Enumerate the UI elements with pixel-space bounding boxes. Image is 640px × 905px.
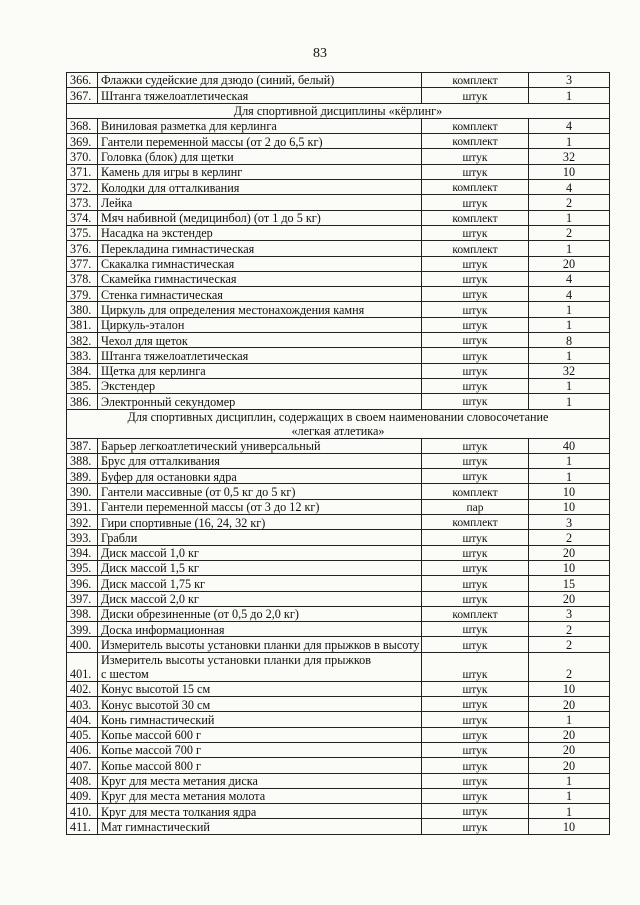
item-name: Стенка гимнастическая bbox=[98, 287, 422, 302]
item-name: Гири спортивные (16, 24, 32 кг) bbox=[98, 515, 422, 530]
table-row bbox=[67, 164, 610, 179]
item-name: Конус высотой 30 см bbox=[98, 697, 422, 712]
row-number: 385. bbox=[67, 378, 98, 393]
item-name: Гантели переменной массы (от 3 до 12 кг) bbox=[98, 499, 422, 514]
unit-of-measure: комплект bbox=[422, 606, 529, 621]
item-name: Циркуль для определения местонахождения камня bbox=[98, 302, 422, 317]
row-number: 367. bbox=[67, 88, 98, 103]
unit-of-measure: штук bbox=[422, 317, 529, 332]
table-row bbox=[67, 180, 610, 195]
unit-of-measure: штук bbox=[422, 576, 529, 591]
item-name: Круг для места толкания ядра bbox=[98, 804, 422, 819]
row-number: 409. bbox=[67, 788, 98, 803]
table-row bbox=[67, 287, 610, 302]
section-title bbox=[67, 409, 610, 438]
table-row bbox=[67, 606, 610, 621]
row-number: 398. bbox=[67, 606, 98, 621]
quantity: 1 bbox=[529, 788, 610, 803]
row-number: 389. bbox=[67, 469, 98, 484]
row-number: 388. bbox=[67, 453, 98, 468]
item-name: Брус для отталкивания bbox=[98, 453, 422, 468]
item-name: Электронный секундомер bbox=[98, 394, 422, 409]
quantity: 20 bbox=[529, 545, 610, 560]
item-name: Гантели массивные (от 0,5 кг до 5 кг) bbox=[98, 484, 422, 499]
item-name: Флажки судейские для дзюдо (синий, белый) bbox=[98, 73, 422, 88]
row-number: 370. bbox=[67, 149, 98, 164]
row-number: 378. bbox=[67, 271, 98, 286]
unit-of-measure: штук bbox=[422, 560, 529, 575]
unit-of-measure: штук bbox=[422, 788, 529, 803]
item-name: Виниловая разметка для керлинга bbox=[98, 118, 422, 133]
table-row bbox=[67, 317, 610, 332]
unit-of-measure: комплект bbox=[422, 210, 529, 225]
quantity: 32 bbox=[529, 363, 610, 378]
row-number: 366. bbox=[67, 73, 98, 88]
row-number: 406. bbox=[67, 743, 98, 758]
unit-of-measure: штук bbox=[422, 149, 529, 164]
unit-of-measure: штук bbox=[422, 378, 529, 393]
item-name: Колодки для отталкивания bbox=[98, 180, 422, 195]
table-row bbox=[67, 681, 610, 696]
table-row bbox=[67, 515, 610, 530]
item-name: Штанга тяжелоатлетическая bbox=[98, 348, 422, 363]
item-name: Мат гимнастический bbox=[98, 819, 422, 834]
quantity: 40 bbox=[529, 438, 610, 453]
item-name: Насадка на экстендер bbox=[98, 225, 422, 240]
unit-of-measure: комплект bbox=[422, 180, 529, 195]
row-number: 387. bbox=[67, 438, 98, 453]
quantity: 2 bbox=[529, 195, 610, 210]
table-row bbox=[67, 499, 610, 514]
row-number: 410. bbox=[67, 804, 98, 819]
section-title-line: Для спортивных дисциплин, содержащих в своем наименовании словосочетание bbox=[127, 409, 549, 424]
table-row bbox=[67, 88, 610, 103]
unit-of-measure: штук bbox=[422, 758, 529, 773]
quantity: 20 bbox=[529, 591, 610, 606]
unit-of-measure: штук bbox=[422, 697, 529, 712]
page-number: 83 bbox=[313, 46, 327, 61]
section-title-line: «легкая атлетика» bbox=[291, 423, 385, 438]
row-number: 402. bbox=[67, 681, 98, 696]
item-name: Конус высотой 15 см bbox=[98, 681, 422, 696]
unit-of-measure: штук bbox=[422, 88, 529, 103]
item-name: Барьер легкоатлетический универсальный bbox=[98, 438, 422, 453]
unit-of-measure: штук bbox=[422, 287, 529, 302]
row-number: 374. bbox=[67, 210, 98, 225]
quantity: 20 bbox=[529, 743, 610, 758]
quantity: 1 bbox=[529, 469, 610, 484]
item-name: Чехол для щеток bbox=[98, 333, 422, 348]
row-number: 382. bbox=[67, 333, 98, 348]
row-number: 404. bbox=[67, 712, 98, 727]
item-name: Диск массой 1,75 кг bbox=[98, 576, 422, 591]
unit-of-measure: штук bbox=[422, 333, 529, 348]
quantity: 4 bbox=[529, 118, 610, 133]
table-row bbox=[67, 484, 610, 499]
table-row bbox=[67, 819, 610, 834]
table-row bbox=[67, 195, 610, 210]
section-title: Для спортивной дисциплины «кёрлинг» bbox=[67, 103, 610, 118]
table-row bbox=[67, 530, 610, 545]
unit-of-measure: штук bbox=[422, 348, 529, 363]
unit-of-measure: штук bbox=[422, 622, 529, 637]
quantity: 1 bbox=[529, 302, 610, 317]
quantity: 1 bbox=[529, 348, 610, 363]
unit-of-measure: пар bbox=[422, 499, 529, 514]
row-number: 377. bbox=[67, 256, 98, 271]
quantity: 1 bbox=[529, 804, 610, 819]
quantity: 10 bbox=[529, 819, 610, 834]
unit-of-measure: комплект bbox=[422, 134, 529, 149]
row-number: 368. bbox=[67, 118, 98, 133]
table-row bbox=[67, 73, 610, 88]
row-number: 391. bbox=[67, 499, 98, 514]
table-row bbox=[67, 727, 610, 742]
item-name: Головка (блок) для щетки bbox=[98, 149, 422, 164]
row-number: 403. bbox=[67, 697, 98, 712]
quantity: 1 bbox=[529, 453, 610, 468]
item-name: Буфер для остановки ядра bbox=[98, 469, 422, 484]
table-row bbox=[67, 241, 610, 256]
row-number: 400. bbox=[67, 637, 98, 652]
unit-of-measure: штук bbox=[422, 302, 529, 317]
unit-of-measure: штук bbox=[422, 438, 529, 453]
row-number: 372. bbox=[67, 180, 98, 195]
table-row bbox=[67, 773, 610, 788]
table-row bbox=[67, 302, 610, 317]
row-number: 395. bbox=[67, 560, 98, 575]
item-name: Копье массой 800 г bbox=[98, 758, 422, 773]
table-row bbox=[67, 363, 610, 378]
quantity: 8 bbox=[529, 333, 610, 348]
item-name-line: Измеритель высоты установки планки для прыжков bbox=[101, 652, 372, 667]
table-row bbox=[67, 453, 610, 468]
row-number: 371. bbox=[67, 164, 98, 179]
equipment-table-body bbox=[67, 73, 610, 835]
table-row bbox=[67, 149, 610, 164]
table-row bbox=[67, 256, 610, 271]
item-name: Круг для места метания молота bbox=[98, 788, 422, 803]
row-number: 392. bbox=[67, 515, 98, 530]
table-row bbox=[67, 545, 610, 560]
row-number: 399. bbox=[67, 622, 98, 637]
quantity: 4 bbox=[529, 180, 610, 195]
quantity: 1 bbox=[529, 378, 610, 393]
unit-of-measure: штук bbox=[422, 530, 529, 545]
quantity: 4 bbox=[529, 271, 610, 286]
item-name: Конь гимнастический bbox=[98, 712, 422, 727]
unit-of-measure: штук bbox=[422, 394, 529, 409]
unit-of-measure: штук bbox=[422, 773, 529, 788]
unit-of-measure: штук bbox=[422, 712, 529, 727]
quantity: 10 bbox=[529, 499, 610, 514]
table-row bbox=[67, 225, 610, 240]
table-row bbox=[67, 788, 610, 803]
quantity: 1 bbox=[529, 241, 610, 256]
item-name bbox=[98, 652, 422, 681]
table-row bbox=[67, 134, 610, 149]
item-name: Скамейка гимнастическая bbox=[98, 271, 422, 286]
row-number: 373. bbox=[67, 195, 98, 210]
item-name: Перекладина гимнастическая bbox=[98, 241, 422, 256]
unit-of-measure: штук bbox=[422, 637, 529, 652]
unit-of-measure: комплект bbox=[422, 73, 529, 88]
section-header-row bbox=[67, 103, 610, 118]
section-header-row bbox=[67, 409, 610, 438]
table-row bbox=[67, 576, 610, 591]
quantity: 1 bbox=[529, 394, 610, 409]
row-number: 407. bbox=[67, 758, 98, 773]
quantity: 2 bbox=[529, 622, 610, 637]
item-name: Мяч набивной (медицинбол) (от 1 до 5 кг) bbox=[98, 210, 422, 225]
row-number: 369. bbox=[67, 134, 98, 149]
quantity: 2 bbox=[529, 530, 610, 545]
table-row bbox=[67, 210, 610, 225]
equipment-table bbox=[66, 72, 610, 835]
item-name: Гантели переменной массы (от 2 до 6,5 кг) bbox=[98, 134, 422, 149]
row-number: 383. bbox=[67, 348, 98, 363]
unit-of-measure: штук bbox=[422, 256, 529, 271]
row-number: 384. bbox=[67, 363, 98, 378]
quantity: 10 bbox=[529, 484, 610, 499]
unit-of-measure: штук bbox=[422, 545, 529, 560]
item-name: Измеритель высоты установки планки для прыжков в высоту bbox=[98, 637, 422, 652]
item-name: Круг для места метания диска bbox=[98, 773, 422, 788]
row-number: 405. bbox=[67, 727, 98, 742]
quantity: 2 bbox=[529, 637, 610, 652]
row-number: 408. bbox=[67, 773, 98, 788]
quantity: 10 bbox=[529, 164, 610, 179]
unit-of-measure: штук bbox=[422, 743, 529, 758]
table-row bbox=[67, 697, 610, 712]
row-number: 376. bbox=[67, 241, 98, 256]
row-number: 381. bbox=[67, 317, 98, 332]
item-name: Диск массой 2,0 кг bbox=[98, 591, 422, 606]
quantity: 20 bbox=[529, 256, 610, 271]
unit-of-measure: штук bbox=[422, 363, 529, 378]
table-row bbox=[67, 758, 610, 773]
unit-of-measure: комплект bbox=[422, 118, 529, 133]
table-row bbox=[67, 743, 610, 758]
table-row bbox=[67, 333, 610, 348]
unit-of-measure: комплект bbox=[422, 515, 529, 530]
table-row bbox=[67, 271, 610, 286]
quantity: 20 bbox=[529, 758, 610, 773]
quantity: 4 bbox=[529, 287, 610, 302]
quantity: 1 bbox=[529, 88, 610, 103]
row-number: 390. bbox=[67, 484, 98, 499]
quantity: 10 bbox=[529, 681, 610, 696]
unit-of-measure: комплект bbox=[422, 241, 529, 256]
quantity: 2 bbox=[529, 225, 610, 240]
item-name: Диски обрезиненные (от 0,5 до 2,0 кг) bbox=[98, 606, 422, 621]
row-number: 394. bbox=[67, 545, 98, 560]
unit-of-measure: штук bbox=[422, 453, 529, 468]
item-name: Копье массой 600 г bbox=[98, 727, 422, 742]
table-row bbox=[67, 348, 610, 363]
quantity: 2 bbox=[529, 652, 610, 681]
row-number: 401. bbox=[67, 652, 98, 681]
unit-of-measure: штук bbox=[422, 652, 529, 681]
item-name: Диск массой 1,5 кг bbox=[98, 560, 422, 575]
item-name: Копье массой 700 г bbox=[98, 743, 422, 758]
row-number: 411. bbox=[67, 819, 98, 834]
unit-of-measure: штук bbox=[422, 164, 529, 179]
unit-of-measure: штук bbox=[422, 225, 529, 240]
table-row bbox=[67, 118, 610, 133]
row-number: 393. bbox=[67, 530, 98, 545]
quantity: 1 bbox=[529, 773, 610, 788]
unit-of-measure: штук bbox=[422, 804, 529, 819]
table-row bbox=[67, 637, 610, 652]
unit-of-measure: штук bbox=[422, 819, 529, 834]
quantity: 20 bbox=[529, 727, 610, 742]
row-number: 375. bbox=[67, 225, 98, 240]
row-number: 396. bbox=[67, 576, 98, 591]
item-name: Скакалка гимнастическая bbox=[98, 256, 422, 271]
item-name: Камень для игры в керлинг bbox=[98, 164, 422, 179]
item-name: Диск массой 1,0 кг bbox=[98, 545, 422, 560]
table-row bbox=[67, 378, 610, 393]
row-number: 386. bbox=[67, 394, 98, 409]
item-name: Доска информационная bbox=[98, 622, 422, 637]
row-number: 380. bbox=[67, 302, 98, 317]
item-name: Грабли bbox=[98, 530, 422, 545]
unit-of-measure: штук bbox=[422, 681, 529, 696]
row-number: 397. bbox=[67, 591, 98, 606]
item-name-line: с шестом bbox=[101, 666, 149, 681]
table-row bbox=[67, 622, 610, 637]
quantity: 3 bbox=[529, 606, 610, 621]
table-row bbox=[67, 469, 610, 484]
unit-of-measure: штук bbox=[422, 195, 529, 210]
table-row bbox=[67, 591, 610, 606]
item-name: Лейка bbox=[98, 195, 422, 210]
unit-of-measure: штук bbox=[422, 591, 529, 606]
table-row bbox=[67, 804, 610, 819]
quantity: 1 bbox=[529, 712, 610, 727]
table-row bbox=[67, 560, 610, 575]
table-row bbox=[67, 438, 610, 453]
quantity: 3 bbox=[529, 515, 610, 530]
unit-of-measure: штук bbox=[422, 727, 529, 742]
quantity: 1 bbox=[529, 317, 610, 332]
table-row bbox=[67, 394, 610, 409]
unit-of-measure: штук bbox=[422, 271, 529, 286]
quantity: 10 bbox=[529, 560, 610, 575]
item-name: Экстендер bbox=[98, 378, 422, 393]
item-name: Щетка для керлинга bbox=[98, 363, 422, 378]
table-row bbox=[67, 712, 610, 727]
quantity: 3 bbox=[529, 73, 610, 88]
quantity: 15 bbox=[529, 576, 610, 591]
quantity: 1 bbox=[529, 134, 610, 149]
quantity: 20 bbox=[529, 697, 610, 712]
unit-of-measure: штук bbox=[422, 469, 529, 484]
unit-of-measure: комплект bbox=[422, 484, 529, 499]
row-number: 379. bbox=[67, 287, 98, 302]
table-row bbox=[67, 652, 610, 681]
quantity: 1 bbox=[529, 210, 610, 225]
item-name: Циркуль-эталон bbox=[98, 317, 422, 332]
quantity: 32 bbox=[529, 149, 610, 164]
item-name: Штанга тяжелоатлетическая bbox=[98, 88, 422, 103]
